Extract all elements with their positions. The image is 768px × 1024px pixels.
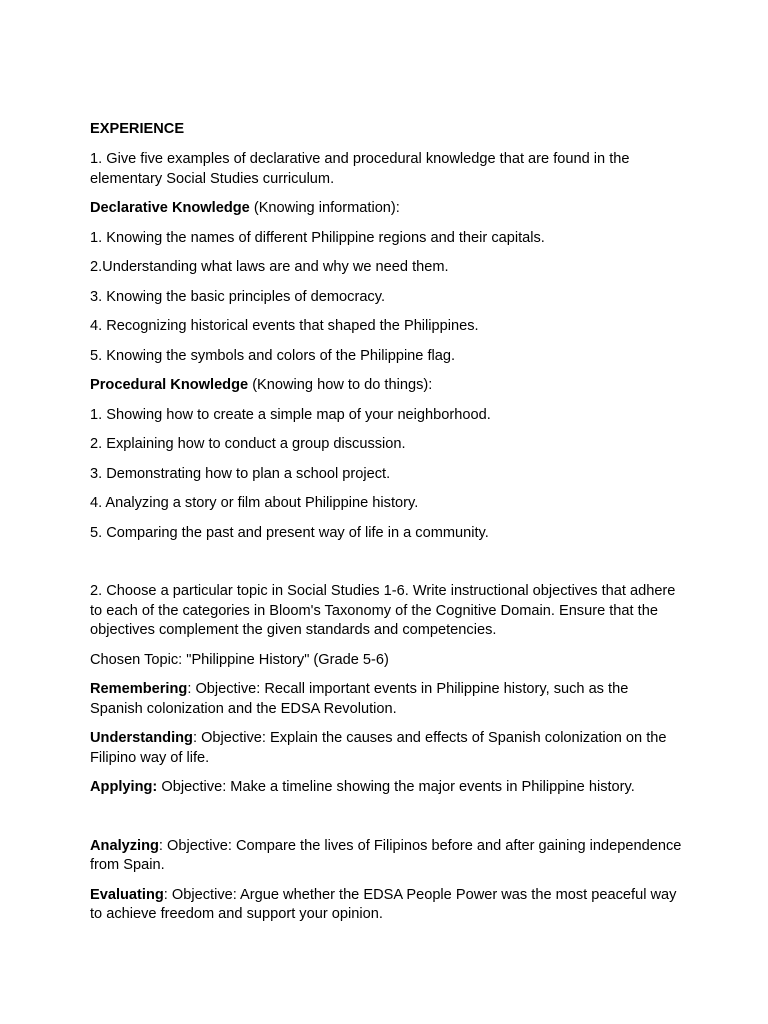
objective-separator: : [163, 886, 172, 903]
declarative-subtitle: (Knowing information): [249, 200, 400, 216]
objective-level: Applying: [90, 779, 158, 795]
procedural-item: 4. Analyzing a story or film about Philippine history. [90, 495, 419, 511]
objective-understanding [90, 729, 682, 768]
procedural-item: 2. Explaining how to conduct a group discussion. [90, 436, 406, 452]
procedural-title: Procedural Knowledge [90, 377, 249, 393]
declarative-item: 4. Recognizing historical events that shaped the Philippines. [90, 318, 479, 334]
declarative-title: Declarative Knowledge [90, 200, 250, 216]
objective-level: Evaluating [90, 886, 164, 903]
declarative-item: 5. Knowing the symbols and colors of the Philippine flag. [90, 347, 456, 364]
objective-level: Remembering [90, 681, 188, 697]
objective-evaluating [90, 886, 682, 925]
objective-separator: : [187, 681, 196, 697]
section-heading: EXPERIENCE [90, 121, 185, 137]
objective-separator: : [192, 730, 202, 746]
objective-analyzing [90, 837, 682, 876]
procedural-heading [90, 376, 682, 396]
spacer [90, 553, 682, 582]
spacer [90, 808, 682, 837]
procedural-subtitle: (Knowing how to do things): [248, 377, 433, 393]
document-body [90, 120, 682, 935]
procedural-item: 5. Comparing the past and present way of life in a community. [90, 524, 489, 541]
objective-remembering [90, 680, 682, 719]
declarative-heading [90, 199, 682, 219]
declarative-item: 2.Understanding what laws are and why we need them. [90, 259, 449, 275]
objective-text: Objective: Explain the causes and effects of Spanish colonization on the Filipino way of life. [90, 730, 667, 766]
objective-text: Objective: Make a timeline showing the major events in Philippine history. [161, 779, 635, 795]
objective-level: Analyzing [90, 837, 159, 854]
objective-text: Objective: Recall important events in Philippine history, such as the Spanish colonization and the EDSA Revolution. [90, 681, 629, 717]
objective-level: Understanding [90, 730, 193, 746]
objective-text: Objective: Argue whether the EDSA People Power was the most peaceful way to achieve freedom and support your opinion. [90, 886, 677, 922]
declarative-item: 3. Knowing the basic principles of democracy. [90, 288, 385, 305]
chosen-topic: Chosen Topic: "Philippine History" (Grade 5-6) [90, 651, 389, 668]
question-2-prompt: 2. Choose a particular topic in Social Studies 1-6. Write instructional objectives that adhere to each of the categories in Bloom's Taxonomy of the Cognitive Domain. Ensure that the objectives complement the given standards and competencies. [90, 583, 676, 638]
declarative-item: 1. Knowing the names of different Philippine regions and their capitals. [90, 229, 545, 246]
procedural-item: 1. Showing how to create a simple map of your neighborhood. [90, 406, 491, 423]
objective-applying [90, 778, 682, 798]
procedural-item: 3. Demonstrating how to plan a school project. [90, 465, 391, 482]
objective-text: Objective: Compare the lives of Filipinos before and after gaining independence from Spain. [90, 837, 682, 873]
question-1-prompt: 1. Give five examples of declarative and procedural knowledge that are found in the elementary Social Studies curriculum. [90, 151, 630, 187]
objective-separator: : [158, 837, 168, 854]
